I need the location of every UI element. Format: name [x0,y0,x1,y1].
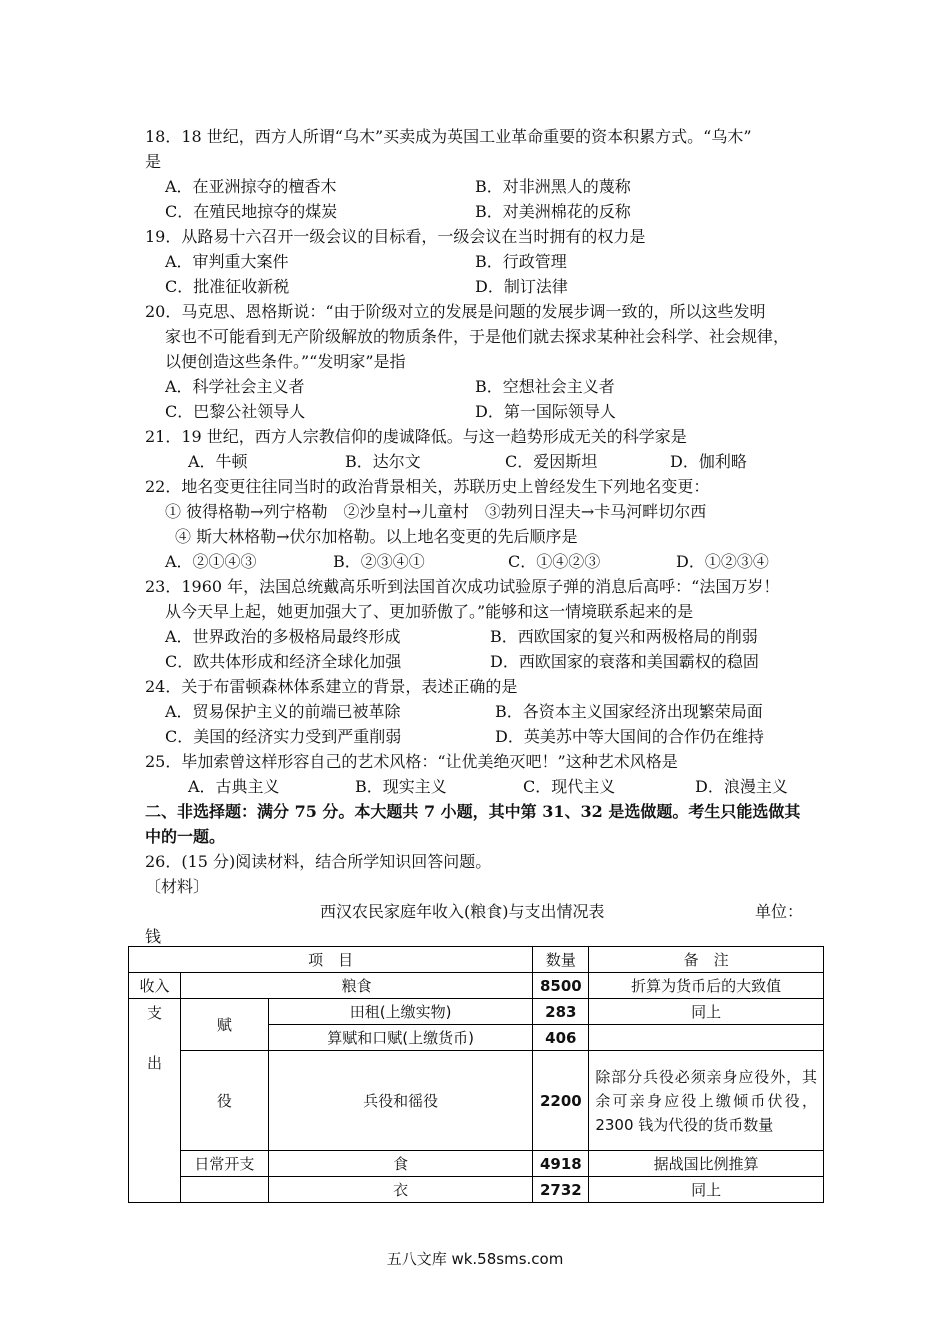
q20-stem: 20．马克思、恩格斯说：“由于阶级对立的发展是问题的发展步调一致的，所以这些发明 [145,302,766,321]
header-item: 项 目 [129,947,533,973]
q20-option-c: C．巴黎公社领导人 [165,402,306,421]
q21-option-c: C．爱因斯坦 [505,452,598,471]
table-unit-cont: 钱 [145,927,162,946]
section2-heading-cont: 中的一题。 [145,827,226,846]
food-label: 食 [268,1151,533,1177]
food-note: 据战国比例推算 [589,1151,824,1177]
table-row [129,973,824,999]
q25-option-b: B．现实主义 [355,777,447,796]
q23-stem-cont: 从今天早上起，她更加强大了、更加骄傲了。”能够和这一情境联系起来的是 [165,602,694,621]
table-row [129,999,824,1025]
q24-option-b: B．各资本主义国家经济出现繁荣局面 [495,702,763,721]
q18-stem: 18．18 世纪，西方人所谓“乌木”买卖成为英国工业革命重要的资本积累方式。“乌木” [145,127,752,146]
grain-qty: 8500 [533,973,589,999]
q21-stem: 21．19 世纪，西方人宗教信仰的虔诚降低。与这一趋势形成无关的科学家是 [145,427,687,446]
table-row [129,1151,824,1177]
q26-stem: 26．(15 分)阅读材料，结合所学知识回答问题。 [145,852,492,871]
q18-option-a: A．在亚洲掠夺的檀香木 [165,177,337,196]
header-note: 备 注 [589,947,824,973]
q21-option-b: B．达尔文 [345,452,421,471]
rent-note: 同上 [589,999,824,1025]
q21-option-d: D．伽利略 [670,452,747,471]
q19-option-c: C．批准征收新税 [165,277,290,296]
tax-qty: 406 [533,1025,589,1051]
q22-stem-cont: ① 彼得格勒→列宁格勒 ②沙皇村→儿童村 ③勃列日涅夫→卡马河畔切尔西 [165,502,707,521]
q24-option-c: C．美国的经济实力受到严重削弱 [165,727,402,746]
q22-option-c: C．①④②③ [508,552,601,571]
daily-label: 日常开支 [180,1151,268,1177]
table-unit: 单位： [755,902,804,921]
q20-option-b: B．空想社会主义者 [475,377,615,396]
q24-option-a: A．贸易保护主义的前端已被革除 [165,702,401,721]
labor-note: 除部分兵役必须亲身应役外，其余可亲身应役上缴倾币伏役，2300 钱为代役的货币数量 [589,1051,824,1151]
rent-qty: 283 [533,999,589,1025]
q20-stem-cont: 家也不可能看到无产阶级解放的物质条件，于是他们就去探求某种社会科学、社会规律， [165,327,790,346]
q20-stem-cont2: 以便创造这些条件。”“发明家”是指 [165,352,406,371]
section2-heading: 二、非选择题：满分 75 分。本大题共 7 小题，其中第 31、32 是选做题。考生只能选做其 [145,802,801,821]
q18-option-c: C．在殖民地掠夺的煤炭 [165,202,338,221]
q25-option-d: D．浪漫主义 [695,777,788,796]
q22-stem: 22．地名变更往往同当时的政治背景相关，苏联历史上曾经发生下列地名变更： [145,477,710,496]
table-title: 西汉农民家庭年收入(粮食)与支出情况表 [320,902,605,921]
q24-option-d: D．英美苏中等大国间的合作仍在维持 [495,727,764,746]
q23-option-b: B．西欧国家的复兴和两极格局的削弱 [490,627,758,646]
q20-option-d: D．第一国际领导人 [475,402,616,421]
q19-option-d: D．制订法律 [475,277,568,296]
tax-label: 算赋和口赋(上缴货币) [268,1025,533,1051]
expense-label-zhi: 支 [146,1004,162,1022]
yi-label: 役 [180,1051,268,1151]
labor-qty: 2200 [533,1051,589,1151]
q24-stem: 24．关于布雷顿森林体系建立的背景，表述正确的是 [145,677,518,696]
q22-option-a: A．②①④③ [165,552,257,571]
q19-option-a: A．审判重大案件 [165,252,289,271]
q22-option-b: B．②③④① [333,552,425,571]
q25-option-a: A．古典主义 [188,777,280,796]
table-row [129,1051,824,1151]
grain-note: 折算为货币后的大致值 [589,973,824,999]
fu-label: 赋 [180,999,268,1051]
labor-label: 兵役和徭役 [268,1051,533,1151]
q20-option-a: A．科学社会主义者 [165,377,305,396]
table-header-row [129,947,824,973]
q25-stem: 25．毕加索曾这样形容自己的艺术风格：“让优美绝灭吧！”这种艺术风格是 [145,752,678,771]
q23-option-d: D．西欧国家的衰落和美国霸权的稳固 [490,652,759,671]
daily-cont [180,1177,268,1203]
q19-stem: 19．从路易十六召开一级会议的目标看，一级会议在当时拥有的权力是 [145,227,646,246]
q22-stem-cont2: ④ 斯大林格勒→伏尔加格勒。以上地名变更的先后顺序是 [175,527,578,546]
footer-watermark: 五八文库 wk.58sms.com [386,1250,564,1268]
q18-option-d: B．对美洲棉花的反称 [475,202,631,221]
q23-option-c: C．欧共体形成和经济全球化加强 [165,652,402,671]
expense-label-chu: 出 [146,1054,162,1072]
q18-stem-cont: 是 [145,152,162,171]
income-label: 收入 [129,973,181,999]
q21-option-a: A．牛顿 [188,452,248,471]
header-qty: 数量 [533,947,589,973]
grain-label: 粮食 [180,973,532,999]
q19-option-b: B．行政管理 [475,252,567,271]
food-qty: 4918 [533,1151,589,1177]
q23-stem: 23．1960 年，法国总统戴高乐听到法国首次成功试验原子弹的消息后高呼：“法国万岁！ [145,577,780,596]
expense-label [129,999,181,1203]
q23-option-a: A．世界政治的多极格局最终形成 [165,627,401,646]
q18-option-b: B．对非洲黑人的蔑称 [475,177,631,196]
q25-option-c: C．现代主义 [523,777,616,796]
tax-note [589,1025,824,1051]
cloth-qty: 2732 [533,1177,589,1203]
table-row [129,1177,824,1203]
material-label: 〔材料〕 [145,877,210,896]
rent-label: 田租(上缴实物) [268,999,533,1025]
income-expense-table [128,946,824,1203]
cloth-note: 同上 [589,1177,824,1203]
q22-option-d: D．①②③④ [676,552,769,571]
cloth-label: 衣 [268,1177,533,1203]
